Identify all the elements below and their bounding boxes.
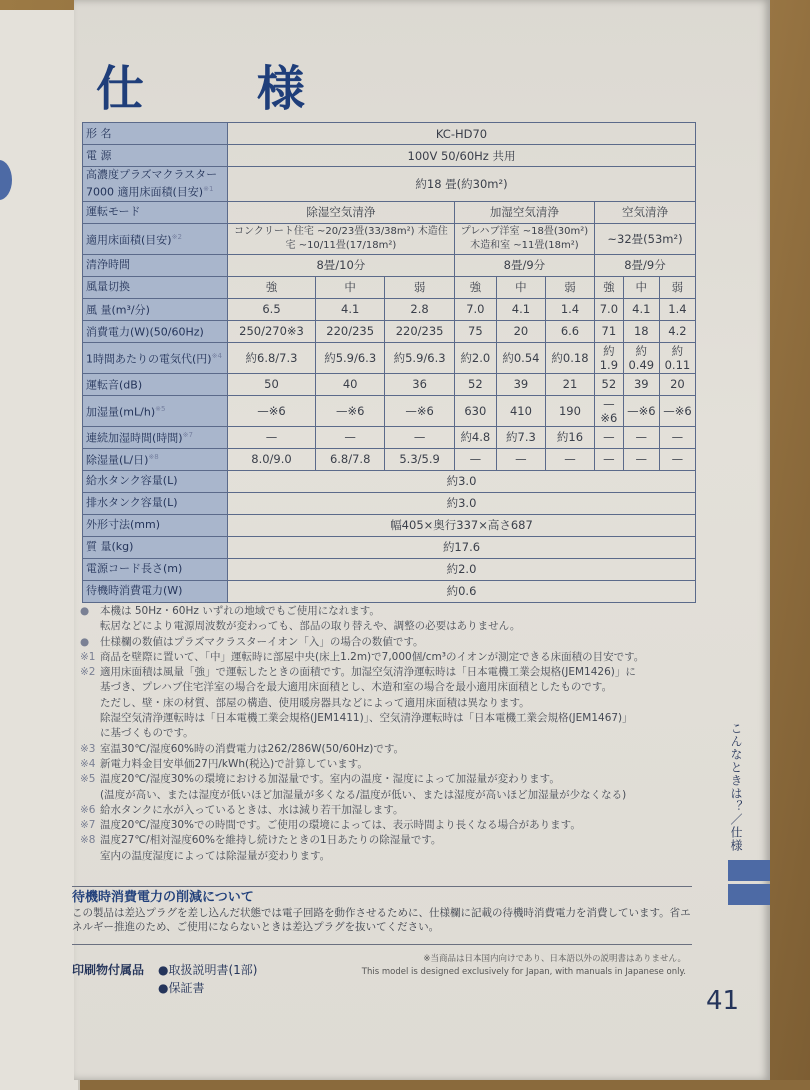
bullet-note: ● 仕様欄の数値はプラズマクラスターイオン「入」の場合の数値です。 xyxy=(80,635,424,648)
cell-value: 約2.0 xyxy=(228,558,696,580)
cell-value: 4.2 xyxy=(659,320,695,342)
row-label: 排水タンク容量(L) xyxy=(83,492,228,514)
cell-value: 2.8 xyxy=(385,298,454,320)
mode-dehumidify: 除湿空気清浄 xyxy=(228,201,455,223)
table-row xyxy=(83,254,696,276)
standby-heading: 待機時消費電力の削減について xyxy=(72,890,254,905)
standby-power-section xyxy=(72,886,692,934)
cell-value: 4.1 xyxy=(315,298,384,320)
printed-item: ●保証書 xyxy=(158,981,205,995)
footnote: ※5 温度20℃/湿度30%の環境における加湿量です。室内の温度・湿度によって加湿量が変わります。 xyxy=(80,773,560,786)
bullet-note-continued: 転居などにより電源周波数が変わっても、部品の取り替えや、調整の必要はありません。 xyxy=(100,620,521,633)
clean-time: 8畳/9分 xyxy=(454,254,594,276)
table-row xyxy=(83,514,696,536)
cell-value: 約3.0 xyxy=(228,470,696,492)
cell-value: 21 xyxy=(545,373,594,395)
cell-value: 約0.54 xyxy=(496,342,545,373)
cell-value: 4.1 xyxy=(496,298,545,320)
cell-value: 39 xyxy=(496,373,545,395)
table-row xyxy=(83,426,696,448)
area-value: プレハブ洋室 ~18畳(30m²) 木造和室 ~11畳(18m²) xyxy=(454,223,594,254)
footnotes xyxy=(80,650,690,864)
bullet-note: ● 本機は 50Hz・60Hz いずれの地域でもご使用になれます。 xyxy=(80,605,380,617)
table-row xyxy=(83,167,696,202)
mode-humidify: 加湿空気清浄 xyxy=(454,201,594,223)
printed-materials-section xyxy=(72,944,692,995)
left-page xyxy=(0,10,80,1090)
fan-level: 中 xyxy=(496,276,545,298)
language-note: ※当商品は日本国内向けであり、日本語以外の説明書はありません。 This model is designed exclusively for Japan, with manuals in Japanese only. xyxy=(361,954,686,977)
row-label: 消費電力(W)(50/60Hz) xyxy=(83,320,228,342)
table-row xyxy=(83,201,696,223)
footnote: 基づき、プレハブ住宅洋室の場合を最大適用床面積とし、木造和室の場合を最小適用床面積としたものです。 xyxy=(100,681,613,694)
cell-value: 7.0 xyxy=(454,298,496,320)
row-label: 風量切換 xyxy=(83,276,228,298)
table-row xyxy=(83,395,696,426)
section-side-label: こんなときは？／仕様 xyxy=(729,722,743,852)
cell-value: — xyxy=(228,426,316,448)
fan-level: 中 xyxy=(623,276,659,298)
footnote: ※4 新電力料金目安単価27円/kWh(税込)で計算しています。 xyxy=(80,757,368,770)
row-label: 電 源 xyxy=(83,145,228,167)
cell-value: 約0.11 xyxy=(659,342,695,373)
table-row xyxy=(83,123,696,145)
cell-value: — xyxy=(659,448,695,470)
cell-value: 20 xyxy=(496,320,545,342)
cell-value: 約3.0 xyxy=(228,492,696,514)
fan-level: 弱 xyxy=(385,276,454,298)
cell-value: 20 xyxy=(659,373,695,395)
cell-value: 6.5 xyxy=(228,298,316,320)
row-label: 清浄時間 xyxy=(83,254,228,276)
model-value: KC-HD70 xyxy=(228,123,696,145)
row-label: 高濃度プラズマクラスター7000 適用床面積(目安)$^{※1}$ xyxy=(83,167,228,202)
cell-value: 約0.6 xyxy=(228,580,696,602)
standby-text: この製品は差込プラグを差し込んだ状態では電子回路を動作させるために、仕様欄に記載の待機時消費電力を消費しています。省エネルギー推進のため、ご使用にならないときは差込プラグを抜いてください。 xyxy=(72,907,691,933)
footnote: ※1 商品を壁際に置いて、「中」運転時に部屋中央(床上1.2m)で7,000個/cm³のイオンが測定できる床面積の目安です。 xyxy=(80,650,645,663)
row-label: 風 量(m³/分) xyxy=(83,298,228,320)
row-label: 1時間あたりの電気代(円)$^{※4}$ xyxy=(83,342,228,373)
footnote: 除湿空気清浄運転時は「日本電機工業会規格(JEM1411)」、空気清浄運転時は「日本電機工業会規格(JEM1467)」 xyxy=(100,712,633,725)
cell-value: 18 xyxy=(623,320,659,342)
power-value: 100V 50/60Hz 共用 xyxy=(228,145,696,167)
mode-purify: 空気清浄 xyxy=(594,201,695,223)
fan-level: 弱 xyxy=(545,276,594,298)
printed-items xyxy=(158,961,257,997)
cell-value: —※6 xyxy=(623,395,659,426)
notes-section xyxy=(80,604,690,864)
cell-value: 250/270※3 xyxy=(228,320,316,342)
cell-value: 約0.18 xyxy=(545,342,594,373)
row-label: 加湿量$(mL/h)^{※5}$ xyxy=(83,395,228,426)
row-label: 連続加湿時間(時間)$^{※7}$ xyxy=(83,426,228,448)
cell-value: 39 xyxy=(623,373,659,395)
cell-value: — xyxy=(623,448,659,470)
cell-value: 約5.9/6.3 xyxy=(315,342,384,373)
printed-item: ●取扱説明書(1部) xyxy=(158,963,258,977)
cell-value: 約4.8 xyxy=(454,426,496,448)
row-label: 電源コード長さ(m) xyxy=(83,558,228,580)
footnote: ※8 温度27℃/相対湿度60%を維持し続けたときの1日あたりの除湿量です。 xyxy=(80,834,442,847)
cell-value: 36 xyxy=(385,373,454,395)
table-row xyxy=(83,223,696,254)
cell-value: 約6.8/7.3 xyxy=(228,342,316,373)
table-row xyxy=(83,320,696,342)
table-row xyxy=(83,558,696,580)
footnote: ※3 室温30℃/湿度60%時の消費電力は262/286W(50/60Hz)です。 xyxy=(80,742,405,755)
footnote: ※7 温度20℃/湿度30%での時間です。ご使用の環境によっては、表示時間より長くなる場合があります。 xyxy=(80,819,581,832)
cell-value: 幅405×奥行337×高さ687 xyxy=(228,514,696,536)
cell-value: 52 xyxy=(454,373,496,395)
per-level-rows xyxy=(83,298,696,470)
cell-value: — xyxy=(315,426,384,448)
cell-value: 6.8/7.8 xyxy=(315,448,384,470)
footnote: ※6 給水タンクに水が入っているときは、水は減り若干加湿します。 xyxy=(80,803,404,816)
cell-value: 52 xyxy=(594,373,623,395)
cell-value: — xyxy=(454,448,496,470)
cell-value: 約16 xyxy=(545,426,594,448)
cell-value: — xyxy=(659,426,695,448)
clean-time: 8畳/10分 xyxy=(228,254,455,276)
cell-value: 630 xyxy=(454,395,496,426)
footnote: 室内の温度湿度によっては除湿量が変わります。 xyxy=(100,849,331,862)
cell-value: 220/235 xyxy=(385,320,454,342)
table-row xyxy=(83,580,696,602)
cell-value: —※6 xyxy=(385,395,454,426)
row-label: 給水タンク容量(L) xyxy=(83,470,228,492)
cell-value: 220/235 xyxy=(315,320,384,342)
table-row xyxy=(83,342,696,373)
fan-level: 中 xyxy=(315,276,384,298)
cell-value: 約1.9 xyxy=(594,342,623,373)
cell-value: — xyxy=(594,426,623,448)
cell-value: 71 xyxy=(594,320,623,342)
table-row xyxy=(83,492,696,514)
footnote: に基づくものです。 xyxy=(100,727,194,740)
cell-value: —※6 xyxy=(594,395,623,426)
cell-value: 6.6 xyxy=(545,320,594,342)
cell-value: 75 xyxy=(454,320,496,342)
row-label: 待機時消費電力(W) xyxy=(83,580,228,602)
row-label: 除湿量(L/日)$^{※8}$ xyxy=(83,448,228,470)
row-label: 運転音(dB) xyxy=(83,373,228,395)
table-row xyxy=(83,448,696,470)
fan-level: 強 xyxy=(594,276,623,298)
clean-time: 8畳/9分 xyxy=(594,254,695,276)
cell-value: —※6 xyxy=(228,395,316,426)
cell-value: 約5.9/6.3 xyxy=(385,342,454,373)
cell-value: 7.0 xyxy=(594,298,623,320)
section-tab-marker xyxy=(728,860,770,906)
footnote: (温度が高い、または湿度が低いほど加湿量が多くなる/温度が低い、または湿度が高いほど加湿量が少なくなる) xyxy=(100,788,627,801)
cell-value: 410 xyxy=(496,395,545,426)
row-label: 適用床面積(目安)$^{※2}$ xyxy=(83,223,228,254)
table-row xyxy=(83,276,696,298)
footnote: ※2 適用床面積は風量「強」で運転したときの面積です。加湿空気清浄運転時は「日本電機工業会規格(JEM1426)」に xyxy=(80,666,636,679)
cell-value: 約7.3 xyxy=(496,426,545,448)
cell-value: — xyxy=(496,448,545,470)
cell-value: —※6 xyxy=(659,395,695,426)
cell-value: 1.4 xyxy=(545,298,594,320)
footnote: ただし、壁・床の材質、部屋の構造、使用暖房器具などによって適用床面積は異なります。 xyxy=(100,696,530,709)
cell-value: — xyxy=(545,448,594,470)
cell-value: — xyxy=(623,426,659,448)
single-value-rows xyxy=(83,470,696,602)
cell-value: 190 xyxy=(545,395,594,426)
cell-value: 約17.6 xyxy=(228,536,696,558)
spec-table xyxy=(82,122,696,603)
table-row xyxy=(83,145,696,167)
printed-label: 印刷物付属品 xyxy=(72,963,145,977)
page-number: 41 xyxy=(706,986,740,1016)
left-page-tab xyxy=(0,160,12,200)
area-value: コンクリート住宅 ~20/23畳(33/38m²) 木造住宅 ~10/11畳(17/18m²) xyxy=(228,223,455,254)
fan-level: 強 xyxy=(228,276,316,298)
fan-level: 強 xyxy=(454,276,496,298)
row-label: 形 名 xyxy=(83,123,228,145)
fan-level: 弱 xyxy=(659,276,695,298)
row-label: 外形寸法(mm) xyxy=(83,514,228,536)
cell-value: — xyxy=(385,426,454,448)
row-label: 運転モード xyxy=(83,201,228,223)
cell-value: —※6 xyxy=(315,395,384,426)
cell-value: 1.4 xyxy=(659,298,695,320)
cell-value: 約2.0 xyxy=(454,342,496,373)
area-value: ~32畳(53m²) xyxy=(594,223,695,254)
plasma-value: 約18 畳(約30m²) xyxy=(228,167,696,202)
cell-value: 約0.49 xyxy=(623,342,659,373)
cell-value: 40 xyxy=(315,373,384,395)
table-row xyxy=(83,373,696,395)
table-row xyxy=(83,536,696,558)
page-title: 仕 様 xyxy=(96,61,353,117)
row-label: 質 量(kg) xyxy=(83,536,228,558)
table-row xyxy=(83,298,696,320)
cell-value: 4.1 xyxy=(623,298,659,320)
table-row xyxy=(83,470,696,492)
cell-value: 50 xyxy=(228,373,316,395)
cell-value: — xyxy=(594,448,623,470)
cell-value: 8.0/9.0 xyxy=(228,448,316,470)
cell-value: 5.3/5.9 xyxy=(385,448,454,470)
